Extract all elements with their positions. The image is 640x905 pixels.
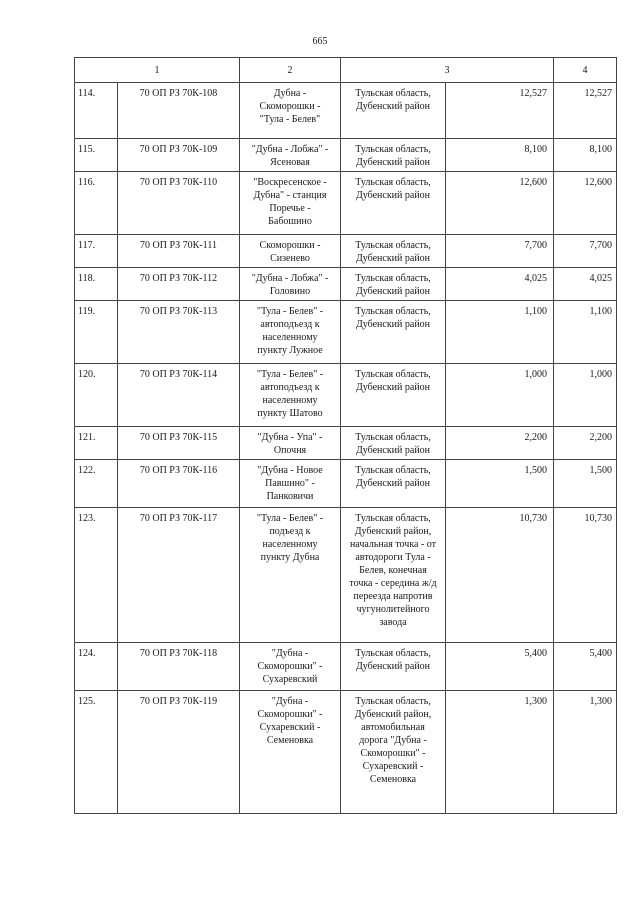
- table-row: [75, 235, 617, 268]
- road-location: [341, 235, 446, 268]
- road-location: [341, 691, 446, 814]
- road-name-line: населенному: [262, 539, 318, 550]
- road-name-line: Сухаревский: [262, 674, 318, 685]
- table-row: [75, 643, 617, 691]
- road-name-line: Ясеновая: [270, 157, 310, 168]
- row-number: 125.: [75, 691, 118, 814]
- road-location-line: Тульская область,: [355, 177, 431, 188]
- road-location-line: Дубенский район: [355, 286, 431, 297]
- road-location-line: Дубенский район: [355, 319, 431, 330]
- road-name-line: "Тула - Белев" -: [256, 513, 324, 524]
- road-location-line: Белев, конечная: [359, 565, 427, 576]
- row-number: 114.: [75, 83, 118, 139]
- road-location-line: Дубенский район: [355, 253, 431, 264]
- table-row: [75, 691, 617, 814]
- road-location-line: Дубенский район: [355, 478, 431, 489]
- road-location: [341, 427, 446, 460]
- road-name-line: населенному: [262, 332, 318, 343]
- road-location-line: Тульская область,: [355, 306, 431, 317]
- table-row: [75, 364, 617, 427]
- row-number: 118.: [75, 268, 118, 301]
- road-name-line: Головино: [269, 286, 311, 297]
- road-length: 5,400: [446, 643, 554, 691]
- road-name-line: пункту Лужное: [257, 345, 323, 356]
- road-value: 1,000: [554, 364, 617, 427]
- road-value: 1,100: [554, 301, 617, 364]
- road-length: 12,527: [446, 83, 554, 139]
- road-name-line: Дубна" - станция: [253, 190, 327, 201]
- road-location: [341, 139, 446, 172]
- road-value: 1,500: [554, 460, 617, 508]
- road-length: 2,200: [446, 427, 554, 460]
- road-value: 10,730: [554, 508, 617, 643]
- road-location-line: Семеновка: [369, 774, 417, 785]
- table-row: [75, 427, 617, 460]
- road-name: [240, 364, 341, 427]
- road-value: 4,025: [554, 268, 617, 301]
- road-location-line: дорога "Дубна -: [359, 735, 427, 746]
- road-location: [341, 301, 446, 364]
- road-name: [240, 139, 341, 172]
- road-code: 70 ОП РЗ 70К-108: [118, 83, 240, 139]
- road-name-line: Опочня: [273, 445, 307, 456]
- road-length: 1,300: [446, 691, 554, 814]
- road-name: [240, 268, 341, 301]
- road-location: [341, 83, 446, 139]
- road-length: 1,500: [446, 460, 554, 508]
- road-name-line: "Дубна - Упа" -: [257, 432, 323, 443]
- road-length: 1,100: [446, 301, 554, 364]
- road-location-line: Тульская область,: [355, 273, 431, 284]
- road-location-line: начальная точка - от: [349, 539, 437, 550]
- row-number: 123.: [75, 508, 118, 643]
- road-location-line: Тульская область,: [355, 648, 431, 659]
- road-code: 70 ОП РЗ 70К-111: [118, 235, 240, 268]
- row-number: 119.: [75, 301, 118, 364]
- page-number: 665: [312, 36, 328, 47]
- road-name: [240, 691, 341, 814]
- road-name-line: Павшино" -: [265, 478, 315, 489]
- row-number: 121.: [75, 427, 118, 460]
- road-value: 5,400: [554, 643, 617, 691]
- road-location-line: Дубенский район: [355, 101, 431, 112]
- road-name: [240, 508, 341, 643]
- table-row: [75, 83, 617, 139]
- road-location-line: Дубенский район: [355, 661, 431, 672]
- road-name-line: "Тула - Белев": [259, 114, 321, 125]
- table-header-row: [75, 58, 617, 83]
- road-name-line: Сухаревский -: [259, 722, 321, 733]
- road-name-line: пункту Дубна: [260, 552, 320, 563]
- header-col-2: 2: [240, 58, 341, 83]
- road-location-line: Тульская область,: [355, 696, 431, 707]
- road-value: 8,100: [554, 139, 617, 172]
- road-name-line: Бабошино: [268, 216, 312, 227]
- row-number: 120.: [75, 364, 118, 427]
- road-location-line: завода: [379, 617, 407, 628]
- road-code: 70 ОП РЗ 70К-114: [118, 364, 240, 427]
- road-name-line: "Воскресенское -: [253, 177, 327, 188]
- road-location-line: Дубенский район: [355, 190, 431, 201]
- road-code: 70 ОП РЗ 70К-119: [118, 691, 240, 814]
- road-code: 70 ОП РЗ 70К-117: [118, 508, 240, 643]
- road-name-line: Скоморошки -: [259, 240, 321, 251]
- road-name-line: автоподъезд к: [260, 319, 320, 330]
- table-row: [75, 139, 617, 172]
- road-value: 12,600: [554, 172, 617, 235]
- road-name: [240, 301, 341, 364]
- row-number: 124.: [75, 643, 118, 691]
- table-row: [75, 172, 617, 235]
- road-code: 70 ОП РЗ 70К-113: [118, 301, 240, 364]
- row-number: 115.: [75, 139, 118, 172]
- road-name-line: Поречье -: [269, 203, 311, 214]
- row-number: 117.: [75, 235, 118, 268]
- road-name-line: Скоморошки -: [259, 101, 321, 112]
- road-length: 10,730: [446, 508, 554, 643]
- road-location-line: Тульская область,: [355, 513, 431, 524]
- road-name-line: автоподъезд к: [260, 382, 320, 393]
- road-location-line: Тульская область,: [355, 465, 431, 476]
- road-name: [240, 460, 341, 508]
- road-name-line: "Дубна -: [271, 696, 309, 707]
- road-location-line: автомобильная: [361, 722, 425, 733]
- road-location-line: Сухаревский -: [362, 761, 424, 772]
- road-location-line: чугунолитейного: [356, 604, 430, 615]
- road-name-line: Скоморошки" -: [257, 709, 323, 720]
- road-location: [341, 508, 446, 643]
- road-code: 70 ОП РЗ 70К-109: [118, 139, 240, 172]
- road-code: 70 ОП РЗ 70К-118: [118, 643, 240, 691]
- road-location-line: Дубенский район: [355, 382, 431, 393]
- road-name: [240, 235, 341, 268]
- road-length: 8,100: [446, 139, 554, 172]
- road-location-line: Тульская область,: [355, 88, 431, 99]
- road-location-line: Дубенский район,: [354, 709, 432, 720]
- road-location: [341, 268, 446, 301]
- road-name-line: подъезд к: [269, 526, 311, 537]
- road-name-line: пункту Шатово: [257, 408, 323, 419]
- road-name-line: "Дубна -: [271, 648, 309, 659]
- road-code: 70 ОП РЗ 70К-112: [118, 268, 240, 301]
- row-number: 116.: [75, 172, 118, 235]
- road-code: 70 ОП РЗ 70К-115: [118, 427, 240, 460]
- road-name: [240, 427, 341, 460]
- road-location: [341, 460, 446, 508]
- road-location-line: Тульская область,: [355, 144, 431, 155]
- road-length: 12,600: [446, 172, 554, 235]
- road-name-line: "Дубна - Лобжа" -: [251, 144, 329, 155]
- road-name: [240, 643, 341, 691]
- header-col-3: 3: [341, 58, 554, 83]
- road-location-line: переезда напротив: [353, 591, 433, 602]
- road-name-line: "Тула - Белев" -: [256, 369, 324, 380]
- road-name-line: Семеновка: [266, 735, 314, 746]
- road-location: [341, 364, 446, 427]
- table-row: [75, 508, 617, 643]
- road-name-line: Панковичи: [266, 491, 314, 502]
- road-name-line: "Тула - Белев" -: [256, 306, 324, 317]
- road-name-line: "Дубна - Лобжа" -: [251, 273, 329, 284]
- header-col-4: 4: [554, 58, 617, 83]
- road-value: 2,200: [554, 427, 617, 460]
- road-name-line: "Дубна - Новое: [257, 465, 323, 476]
- roads-table: [74, 57, 617, 814]
- road-length: 7,700: [446, 235, 554, 268]
- road-name: [240, 83, 341, 139]
- table-row: [75, 268, 617, 301]
- road-location: [341, 172, 446, 235]
- road-value: 7,700: [554, 235, 617, 268]
- road-name-line: Сизенево: [270, 253, 310, 264]
- road-location-line: автодороги Тула -: [355, 552, 431, 563]
- road-location-line: Дубенский район: [355, 157, 431, 168]
- road-location-line: Тульская область,: [355, 432, 431, 443]
- road-location-line: Тульская область,: [355, 240, 431, 251]
- road-name-line: Скоморошки" -: [257, 661, 323, 672]
- road-length: 1,000: [446, 364, 554, 427]
- road-location-line: Тульская область,: [355, 369, 431, 380]
- table-row: [75, 301, 617, 364]
- road-location-line: точка - середина ж/д: [349, 578, 437, 589]
- road-location-line: Дубенский район,: [354, 526, 432, 537]
- road-name: [240, 172, 341, 235]
- road-name-line: Дубна -: [273, 88, 307, 99]
- road-value: 1,300: [554, 691, 617, 814]
- road-location: [341, 643, 446, 691]
- road-name-line: населенному: [262, 395, 318, 406]
- road-length: 4,025: [446, 268, 554, 301]
- road-code: 70 ОП РЗ 70К-110: [118, 172, 240, 235]
- road-value: 12,527: [554, 83, 617, 139]
- road-location-line: Дубенский район: [355, 445, 431, 456]
- road-code: 70 ОП РЗ 70К-116: [118, 460, 240, 508]
- row-number: 122.: [75, 460, 118, 508]
- table-row: [75, 460, 617, 508]
- road-location-line: Скоморошки" -: [360, 748, 426, 759]
- header-col-1: 1: [75, 58, 240, 83]
